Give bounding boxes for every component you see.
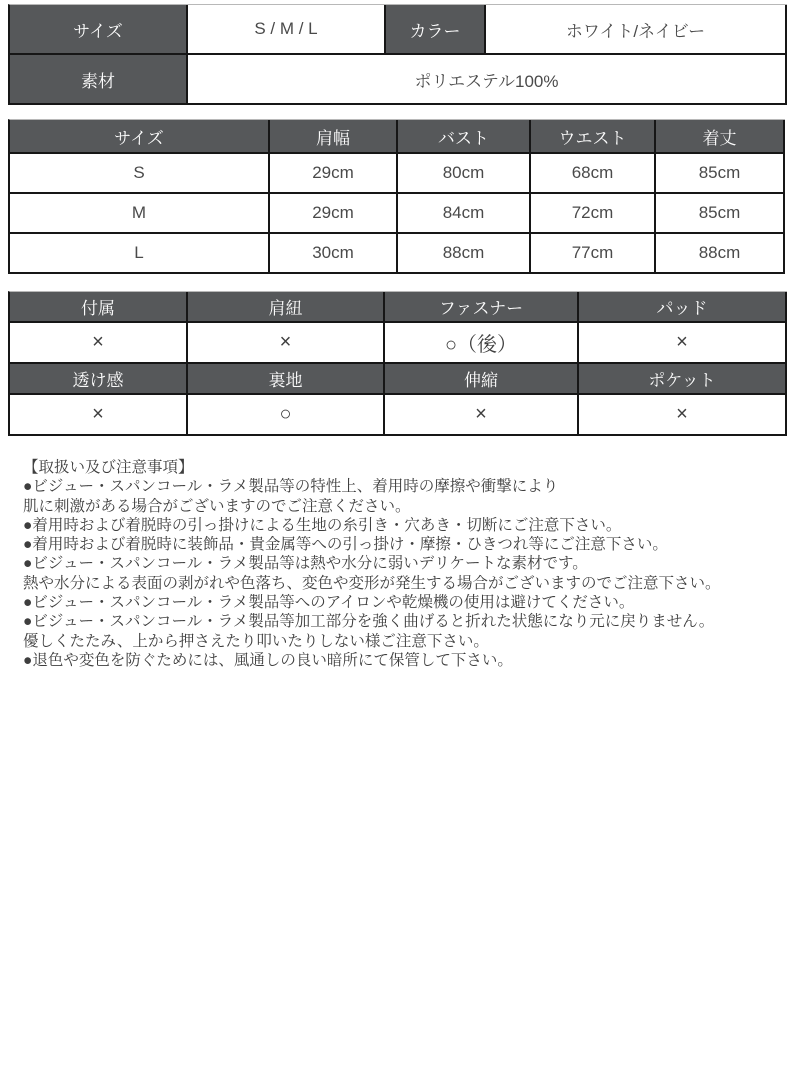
col-header-length: 着丈 xyxy=(656,120,785,154)
color-value-cell: ホワイト/ネイビー xyxy=(486,5,787,55)
care-note-line: ●着用時および着脱時に装飾品・貴金属等への引っ掛け・摩擦・ひきつれ等にご注意下さい。 xyxy=(23,536,668,554)
care-note-line: 優しくたたみ、上から押さえたり叩いたりしない様ご注意下さい。 xyxy=(23,632,489,650)
features-table xyxy=(8,291,787,436)
feature-value-accessories: × xyxy=(10,323,188,364)
care-note-line: ●ビジュー・スパンコール・ラメ製品等加工部分を強く曲げると折れた状態になり元に戻りません。 xyxy=(23,613,715,631)
measurements-row-l xyxy=(10,234,785,274)
size-s-cell: S xyxy=(10,154,270,194)
color-label-cell: カラー xyxy=(386,5,486,55)
feature-value-zipper: ○（後） xyxy=(385,323,579,364)
size-s-bust-cell: 80cm xyxy=(398,154,531,194)
feature-value-shoulder-strap: × xyxy=(188,323,385,364)
size-label-cell: サイズ xyxy=(10,5,188,55)
features-value-row-2 xyxy=(10,395,787,436)
size-s-waist-cell: 68cm xyxy=(531,154,656,194)
feature-header-pad: パッド xyxy=(579,292,787,323)
size-m-bust-cell: 84cm xyxy=(398,194,531,234)
col-header-bust: バスト xyxy=(398,120,531,154)
feature-header-accessories: 付属 xyxy=(10,292,188,323)
feature-header-shoulder-strap: 肩紐 xyxy=(188,292,385,323)
feature-header-lining: 裏地 xyxy=(188,364,385,395)
size-l-length-cell: 88cm xyxy=(656,234,785,274)
size-l-bust-cell: 88cm xyxy=(398,234,531,274)
care-note-line: 熱や水分による表面の剥がれや色落ち、変色や変形が発生する場合がございますのでご注意下さい。 xyxy=(23,574,721,592)
feature-value-sheerness: × xyxy=(10,395,188,436)
size-m-cell: M xyxy=(10,194,270,234)
measurements-table xyxy=(8,119,785,274)
size-s-length-cell: 85cm xyxy=(656,154,785,194)
features-value-row-1 xyxy=(10,323,787,364)
size-l-waist-cell: 77cm xyxy=(531,234,656,274)
material-value-cell: ポリエステル100% xyxy=(188,55,787,105)
care-notes xyxy=(23,458,783,670)
feature-value-pad: × xyxy=(579,323,787,364)
size-m-length-cell: 85cm xyxy=(656,194,785,234)
col-header-shoulder-width: 肩幅 xyxy=(270,120,398,154)
info-row-material xyxy=(10,55,787,105)
feature-value-pocket: × xyxy=(579,395,787,436)
measurements-header-row xyxy=(10,120,785,154)
feature-value-stretch: × xyxy=(385,395,579,436)
info-table xyxy=(8,4,787,105)
size-value-cell: S / M / L xyxy=(188,5,386,55)
material-label-cell: 素材 xyxy=(10,55,188,105)
feature-header-pocket: ポケット xyxy=(579,364,787,395)
measurements-row-s xyxy=(10,154,785,194)
care-note-line: ●ビジュー・スパンコール・ラメ製品等へのアイロンや乾燥機の使用は避けてください。 xyxy=(23,594,635,612)
measurements-row-m xyxy=(10,194,785,234)
size-l-cell: L xyxy=(10,234,270,274)
care-notes-title: 【取扱い及び注意事項】 xyxy=(23,459,194,476)
col-header-waist: ウエスト xyxy=(531,120,656,154)
features-header-row-1 xyxy=(10,292,787,323)
care-note-line: ●ビジュー・スパンコール・ラメ製品等の特性上、着用時の摩擦や衝撃により xyxy=(23,478,559,496)
care-note-line: ●ビジュー・スパンコール・ラメ製品等は熱や水分に弱いデリケートな素材です。 xyxy=(23,555,588,573)
feature-header-stretch: 伸縮 xyxy=(385,364,579,395)
size-m-waist-cell: 72cm xyxy=(531,194,656,234)
feature-value-lining: ○ xyxy=(188,395,385,436)
care-note-line: 肌に刺激がある場合がございますのでご注意ください。 xyxy=(23,497,411,515)
info-row-size-color xyxy=(10,5,787,55)
col-header-size: サイズ xyxy=(10,120,270,154)
size-l-shoulder-cell: 30cm xyxy=(270,234,398,274)
features-header-row-2 xyxy=(10,364,787,395)
care-note-line: ●着用時および着脱時の引っ掛けによる生地の糸引き・穴あき・切断にご注意下さい。 xyxy=(23,516,622,534)
care-note-line: ●退色や変色を防ぐためには、風通しの良い暗所にて保管して下さい。 xyxy=(23,651,513,669)
size-m-shoulder-cell: 29cm xyxy=(270,194,398,234)
size-s-shoulder-cell: 29cm xyxy=(270,154,398,194)
feature-header-zipper: ファスナー xyxy=(385,292,579,323)
feature-header-sheerness: 透け感 xyxy=(10,364,188,395)
